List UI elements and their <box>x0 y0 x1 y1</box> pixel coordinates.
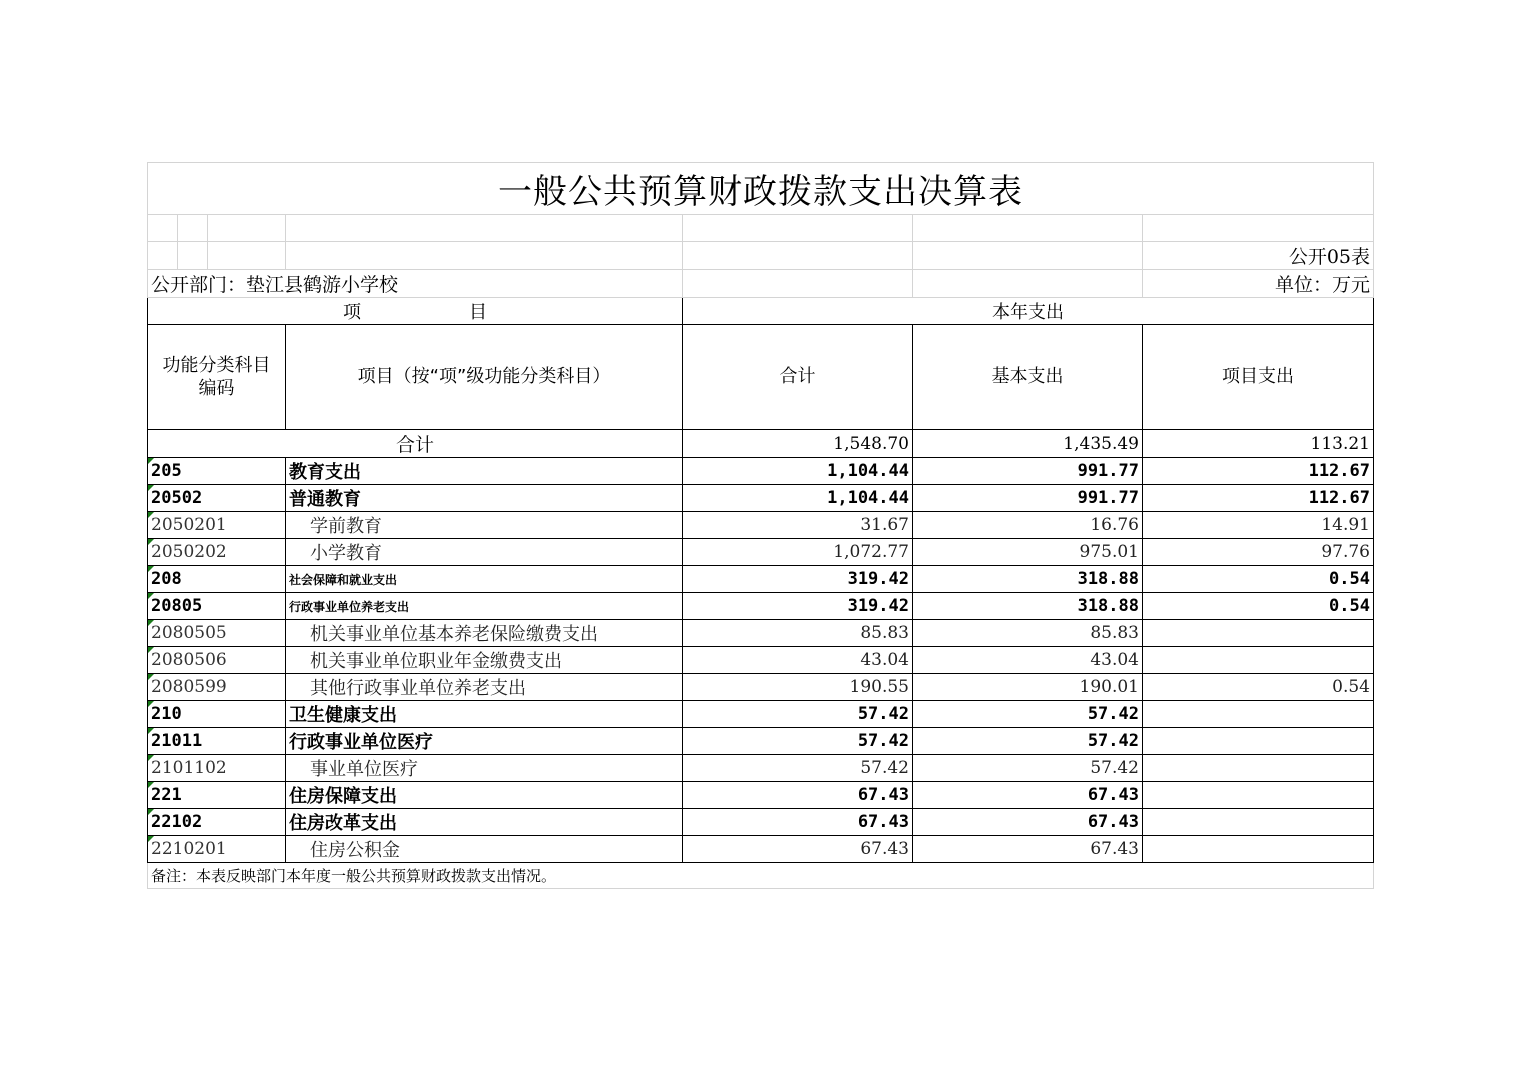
total-row <box>148 430 1374 458</box>
total-project: 113.21 <box>1143 430 1374 458</box>
budget-table <box>147 162 1374 889</box>
row-total: 1,104.44 <box>683 485 913 512</box>
row-code: 2080506 <box>148 647 286 674</box>
row-basic: 318.88 <box>913 593 1143 620</box>
row-project: 112.67 <box>1143 485 1374 512</box>
row-total: 319.42 <box>683 566 913 593</box>
row-code: 20502 <box>148 485 286 512</box>
table-row <box>148 647 1374 674</box>
row-project: 0.54 <box>1143 674 1374 701</box>
row-name: 住房保障支出 <box>286 782 683 809</box>
row-project: 97.76 <box>1143 539 1374 566</box>
row-project <box>1143 728 1374 755</box>
row-project: 14.91 <box>1143 512 1374 539</box>
table-row <box>148 674 1374 701</box>
row-project: 0.54 <box>1143 566 1374 593</box>
row-total: 57.42 <box>683 755 913 782</box>
row-total: 57.42 <box>683 728 913 755</box>
table-row <box>148 728 1374 755</box>
row-total: 43.04 <box>683 647 913 674</box>
row-project <box>1143 755 1374 782</box>
row-basic: 67.43 <box>913 809 1143 836</box>
row-basic: 57.42 <box>913 701 1143 728</box>
row-basic: 190.01 <box>913 674 1143 701</box>
unit-label: 单位：万元 <box>1143 270 1374 298</box>
table-row <box>148 809 1374 836</box>
header-basic: 基本支出 <box>913 325 1143 430</box>
row-basic: 991.77 <box>913 458 1143 485</box>
footnote: 备注：本表反映部门本年度一般公共预算财政拨款支出情况。 <box>148 863 1374 889</box>
row-code: 2050202 <box>148 539 286 566</box>
total-sum: 1,548.70 <box>683 430 913 458</box>
row-total: 57.42 <box>683 701 913 728</box>
row-name: 行政事业单位医疗 <box>286 728 683 755</box>
header-current-year: 本年支出 <box>683 298 1374 325</box>
row-name: 普通教育 <box>286 485 683 512</box>
table-row <box>148 701 1374 728</box>
row-name: 教育支出 <box>286 458 683 485</box>
row-total: 190.55 <box>683 674 913 701</box>
row-basic: 975.01 <box>913 539 1143 566</box>
row-code: 208 <box>148 566 286 593</box>
row-code: 21011 <box>148 728 286 755</box>
row-name: 学前教育 <box>286 512 683 539</box>
row-code: 210 <box>148 701 286 728</box>
form-number: 公开05表 <box>1143 242 1374 270</box>
row-basic: 43.04 <box>913 647 1143 674</box>
row-code: 2080505 <box>148 620 286 647</box>
header-total: 合计 <box>683 325 913 430</box>
row-project <box>1143 836 1374 863</box>
table-row <box>148 458 1374 485</box>
page-title: 一般公共预算财政拨款支出决算表 <box>148 163 1374 215</box>
row-name: 其他行政事业单位养老支出 <box>286 674 683 701</box>
row-name: 住房改革支出 <box>286 809 683 836</box>
row-project: 112.67 <box>1143 458 1374 485</box>
row-code: 2050201 <box>148 512 286 539</box>
budget-sheet <box>147 162 1373 889</box>
table-row <box>148 755 1374 782</box>
row-basic: 57.42 <box>913 755 1143 782</box>
row-project <box>1143 782 1374 809</box>
header-project: 项目支出 <box>1143 325 1374 430</box>
row-basic: 991.77 <box>913 485 1143 512</box>
row-total: 31.67 <box>683 512 913 539</box>
row-name: 机关事业单位职业年金缴费支出 <box>286 647 683 674</box>
table-row <box>148 566 1374 593</box>
row-basic: 67.43 <box>913 782 1143 809</box>
row-code: 2210201 <box>148 836 286 863</box>
table-row <box>148 539 1374 566</box>
table-row <box>148 593 1374 620</box>
row-project <box>1143 701 1374 728</box>
row-total: 85.83 <box>683 620 913 647</box>
row-code: 205 <box>148 458 286 485</box>
row-code: 2101102 <box>148 755 286 782</box>
row-name: 住房公积金 <box>286 836 683 863</box>
row-code: 221 <box>148 782 286 809</box>
total-basic: 1,435.49 <box>913 430 1143 458</box>
table-row <box>148 782 1374 809</box>
table-row <box>148 485 1374 512</box>
department-label: 公开部门：垫江县鹤游小学校 <box>148 270 683 298</box>
row-name: 事业单位医疗 <box>286 755 683 782</box>
table-row <box>148 620 1374 647</box>
row-name: 行政事业单位养老支出 <box>286 593 683 620</box>
row-basic: 16.76 <box>913 512 1143 539</box>
row-basic: 67.43 <box>913 836 1143 863</box>
header-code: 功能分类科目编码 <box>148 325 286 430</box>
row-total: 1,072.77 <box>683 539 913 566</box>
row-total: 67.43 <box>683 782 913 809</box>
row-project <box>1143 620 1374 647</box>
total-label: 合计 <box>148 430 683 458</box>
row-code: 20805 <box>148 593 286 620</box>
header-item-group: 项 目 <box>148 298 683 325</box>
row-basic: 318.88 <box>913 566 1143 593</box>
data-rows <box>148 458 1374 863</box>
row-project <box>1143 809 1374 836</box>
table-row <box>148 836 1374 863</box>
row-name: 小学教育 <box>286 539 683 566</box>
row-basic: 57.42 <box>913 728 1143 755</box>
table-row <box>148 512 1374 539</box>
row-total: 67.43 <box>683 809 913 836</box>
row-total: 1,104.44 <box>683 458 913 485</box>
row-name: 机关事业单位基本养老保险缴费支出 <box>286 620 683 647</box>
row-total: 67.43 <box>683 836 913 863</box>
header-name: 项目（按“项”级功能分类科目） <box>286 325 683 430</box>
row-code: 22102 <box>148 809 286 836</box>
row-code: 2080599 <box>148 674 286 701</box>
row-total: 319.42 <box>683 593 913 620</box>
row-name: 卫生健康支出 <box>286 701 683 728</box>
row-name: 社会保障和就业支出 <box>286 566 683 593</box>
row-project: 0.54 <box>1143 593 1374 620</box>
row-basic: 85.83 <box>913 620 1143 647</box>
row-project <box>1143 647 1374 674</box>
